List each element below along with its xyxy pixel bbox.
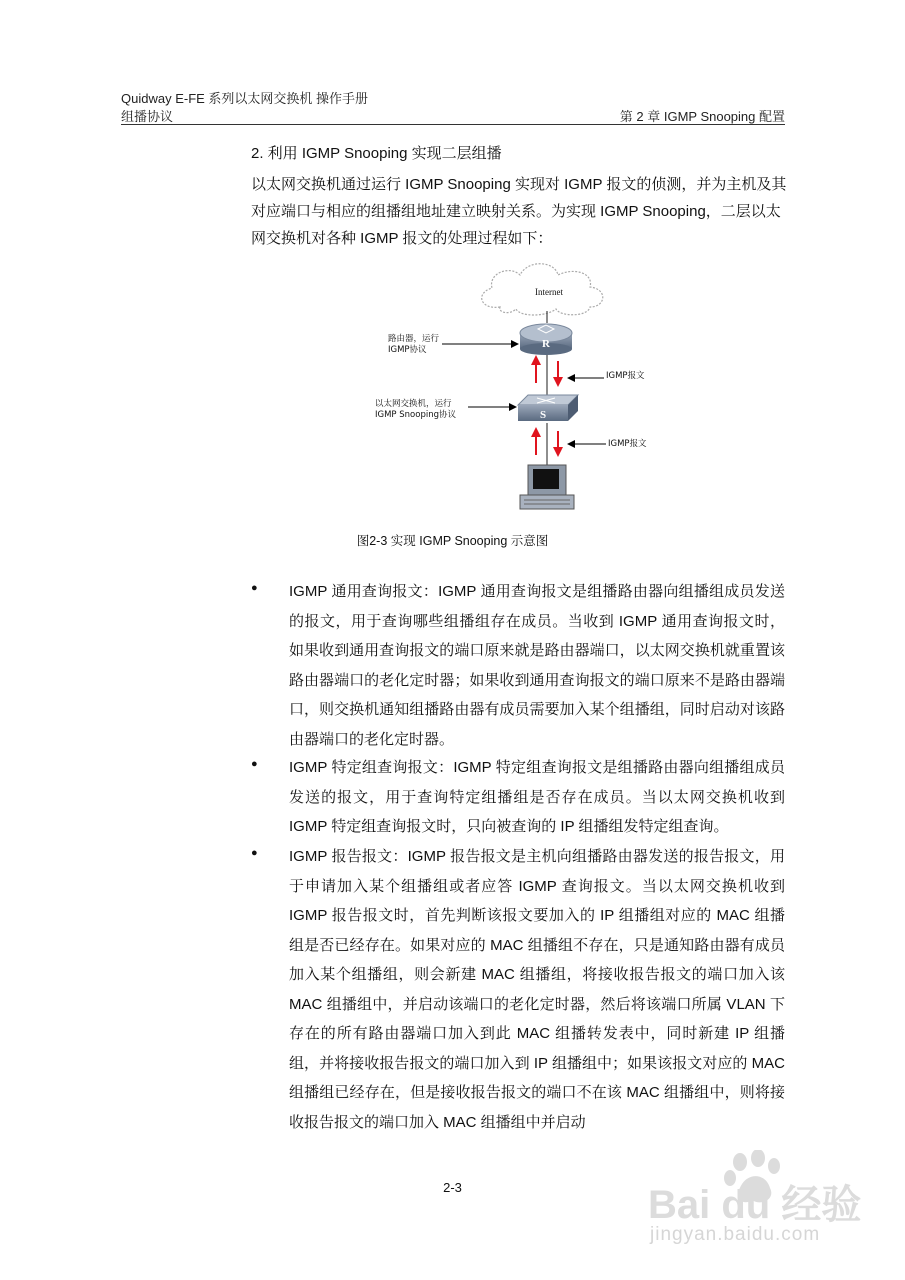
bullet-group-specific-query: IGMP 特定组查询报文：IGMP 特定组查询报文是组播路由器向组播组成员发送的报文，用于查询特定组播组是否存在成员。当以太网交换机收到 IGMP 特定组查询报文时，只向被查询的 IP 组播组发特定组查询。: [289, 759, 785, 835]
watermark-url: jingyan.baidu.com: [650, 1224, 821, 1245]
igmp-snooping-diagram: [360, 255, 660, 525]
bullet-dot: ●: [251, 758, 258, 770]
header-divider: [121, 124, 785, 125]
header-row: [121, 106, 785, 125]
page-number: 2-3: [443, 1180, 462, 1195]
igmp-message-label-2: IGMP报文: [608, 439, 647, 449]
switch-letter: S: [539, 409, 547, 421]
header-title: Quidway E-FE 系列以太网交换机 操作手册: [121, 91, 369, 106]
header-section: 组播协议: [121, 109, 174, 124]
section-title: 2. 利用 IGMP Snooping 实现二层组播: [251, 145, 502, 162]
bullet-dot: ●: [251, 847, 258, 859]
bullet-report: IGMP 报告报文：IGMP 报告报文是主机向组播路由器发送的报告报文，用于申请加入某个组播组或者应答 IGMP 查询报文。当以太网交换机收到 IGMP 报告报文时，首先判断该报文要加入的 IP 组播组对应的 MAC 组播组是否已经存在。如果对应的 MAC 组播组不存在，只是通知路由器有成员加入某个组播组，则会新建 MAC 组播组，将接收报告报文的端口加入该 MAC 组播组中，并启动该端口的老化定时器，然后将该端口所属 VLAN 下存在的所有路由器端口加入到此 MAC 组播转发表中，同时新建 IP 组播组，并将接收报告报文的端口加入到 IP 组播组中；如果该报文对应的 MAC 组播组已经存在，但是接收报告报文的端口不在该 MAC 组播组中，则将接收报告报文的端口加入 MAC 组播组中并启动: [289, 848, 785, 1131]
internet-label: Internet: [535, 287, 563, 297]
intro-paragraph: 以太网交换机通过运行 IGMP Snooping 实现对 IGMP 报文的侦测，并为主机及其对应端口与相应的组播组地址建立映射关系。为实现 IGMP Snooping，二层以太网交换机对各种 IGMP 报文的处理过程如下：: [251, 176, 787, 247]
bullet-general-query: IGMP 通用查询报文：IGMP 通用查询报文是组播路由器向组播组成员发送的报文，用于查询哪些组播组存在成员。当收到 IGMP 通用查询报文时，如果收到通用查询报文的端口原来就是路由器端口，以太网交换机就重置该路由器端口的老化定时器；如果收到通用查询报文的端口原来不是路由器端口，则交换机通知组播路由器有成员需要加入某个组播组，同时启动对该路由器端口的老化定时器。: [289, 583, 785, 748]
header-chapter: 第 2 章 IGMP Snooping 配置: [619, 109, 785, 124]
bullet-dot: ●: [251, 582, 258, 594]
internet-cloud: [482, 264, 603, 315]
figure-caption: 图2-3 实现 IGMP Snooping 示意图: [356, 534, 549, 548]
router-letter: R: [542, 338, 550, 350]
igmp-message-label-1: IGMP报文: [606, 371, 645, 381]
switch-label-line2: IGMP Snooping协议: [375, 410, 456, 420]
switch-icon: [518, 395, 578, 421]
router-icon: [520, 324, 572, 355]
watermark-logo-text: Bai du 经验: [648, 1183, 862, 1227]
switch-label-line1: 以太网交换机，运行: [375, 399, 452, 409]
router-label-line2: IGMP协议: [388, 345, 427, 355]
host-computer-icon: [520, 465, 574, 509]
router-label-line1: 路由器，运行: [388, 334, 440, 344]
